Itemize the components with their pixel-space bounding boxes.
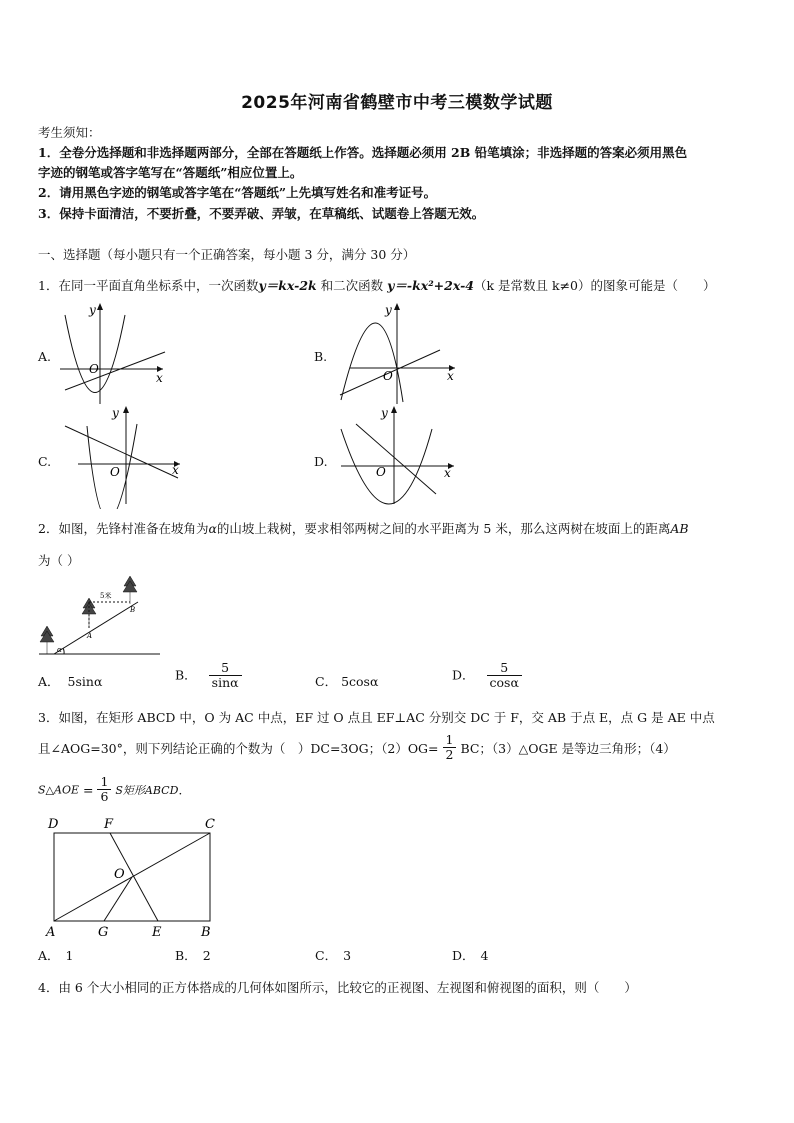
notice-heading: 考生须知： (38, 125, 101, 140)
q3-eq: = (82, 782, 94, 798)
q1-option-a-label: A. (38, 349, 52, 364)
q3-line2a: 且∠AOG=30°，则下列结论正确的个数为（ ）DC=3OG；（2）OG= (38, 740, 439, 756)
q3-opt-d-value: 4 (480, 948, 489, 963)
q2-opt-c-value: 5cosα (341, 674, 379, 689)
q3-option-a (38, 946, 73, 964)
q2-alpha: α (208, 521, 217, 536)
q1-graph-b (335, 300, 460, 410)
q2-fig-b: B (130, 606, 136, 614)
q2-fig-a: A (87, 632, 93, 640)
q1d-x-label: x (444, 466, 451, 480)
q3-fig-g: G (98, 925, 109, 940)
q3-opt-a-value: 1 (65, 948, 74, 963)
question-3-line1: 3．如图，在矩形 ABCD 中，O 为 AC 中点，EF 过 O 点且 EF⊥AC 分别交 DC 于 F，交 AB 于点 E，点 G 是 AE 中点 (38, 710, 715, 725)
q1d-origin: O (376, 465, 386, 479)
page-title: 2025年河南省鹤壁市中考三模数学试题 (241, 93, 553, 113)
q3-area-formula (38, 775, 182, 805)
q2-opt-a-label: A． (38, 674, 60, 689)
q1-prefix: 1．在同一平面直角坐标系中，一次函数 (38, 278, 259, 293)
q1-quadratic-function: y＝-kx²+2x-4 (387, 278, 474, 293)
q2-opt-b-fraction (209, 661, 242, 691)
q2-opt-b-num: 5 (209, 661, 242, 676)
q3-opt-c-label: C． (315, 948, 338, 963)
section-heading: 一、选择题（每小题只有一个正确答案，每小题 3 分，满分 30 分） (38, 247, 416, 262)
q1-graph-d (336, 404, 461, 509)
q2-option-c (315, 672, 378, 690)
q1c-y-label: y (112, 406, 119, 420)
q2-option-b (175, 661, 242, 691)
q2-fig-distance: 5米 (100, 592, 112, 600)
q3-s-left: S△AOE (38, 783, 79, 797)
q3-opt-b-label: B． (175, 948, 197, 963)
q3-fig-b: B (201, 925, 211, 940)
notice-item-3: 3．保持卡面清洁，不要折叠，不要弄破、弄皱，在草稿纸、试题卷上答题无效。 (38, 206, 485, 221)
q3-period: . (178, 782, 183, 798)
q2-line1b: 的山坡上栽树，要求相邻两树之间的水平距离为 5 米，那么这两树在坡面上的距离 (216, 521, 671, 536)
notice-item-1-cont: 字迹的钢笔或答字笔写在“答题纸”相应位置上。 (38, 165, 303, 180)
q3-fig-d: D (48, 817, 59, 832)
q2-option-d (452, 661, 522, 691)
q3-sixth-den: 6 (100, 789, 109, 805)
question-2-text (38, 519, 689, 537)
q2-opt-a-value: 5sinα (67, 674, 103, 689)
q1-condition: （k 是常数且 k≠0）的图象可能是（ ） (473, 278, 716, 293)
q2-line1: 2．如图，先锋村准备在坡角为 (38, 521, 209, 536)
q1-graph-a (55, 300, 175, 410)
q3-fig-f: F (104, 817, 114, 832)
q3-option-b (175, 946, 211, 964)
q3-sixth-num: 1 (97, 775, 111, 790)
q3-fig-o: O (114, 867, 125, 882)
q1a-x-label: x (156, 371, 163, 385)
q1-option-d-label: D. (314, 454, 328, 469)
q3-sixth-fraction (97, 775, 111, 805)
question-3-line2 (38, 733, 676, 763)
q2-line2: 为（ ） (38, 553, 80, 568)
q1a-origin: O (89, 362, 99, 376)
question-1-text (38, 276, 716, 294)
q3-opt-b-value: 2 (202, 948, 211, 963)
question-4-text: 4．由 6 个大小相同的正方体搭成的几何体如图所示，比较它的正视图、左视图和俯视图的面积，则（ ） (38, 980, 637, 995)
notice-item-1: 1．全卷分选择题和非选择题两部分，全部在答题纸上作答。选择题必须用 2B 铅笔填涂；非选择题的答案必须用黑色 (38, 145, 688, 160)
q3-option-d (452, 946, 488, 964)
q2-slope-figure (34, 574, 164, 658)
q1-mid: 和二次函数 (316, 278, 388, 293)
q3-rectangle-figure (40, 812, 230, 940)
q1a-y-label: y (89, 303, 96, 317)
q3-opt-d-label: D． (452, 948, 475, 963)
q1-linear-function: y＝kx-2k (258, 278, 317, 293)
q1c-origin: O (110, 465, 120, 479)
q3-fig-a: A (46, 925, 56, 940)
q1-option-c-label: C. (38, 454, 52, 469)
q2-opt-d-fraction (487, 661, 522, 691)
q3-fig-c: C (205, 817, 215, 832)
q3-half-fraction (443, 733, 457, 763)
q3-line2b: BC；（3）△OGE 是等边三角形；（4） (460, 740, 676, 756)
q2-opt-b-den: sinα (211, 675, 239, 691)
tree-icon (40, 626, 54, 654)
q2-opt-d-label: D． (452, 667, 475, 683)
q3-s-right: S矩形ABCD (115, 783, 179, 797)
q3-half-num: 1 (443, 733, 457, 748)
q1d-y-label: y (381, 406, 388, 420)
q2-opt-b-label: B． (175, 667, 197, 683)
q3-fig-e: E (152, 925, 162, 940)
q1b-y-label: y (385, 303, 392, 317)
q1c-x-label: x (172, 463, 179, 477)
q3-half-den: 2 (445, 747, 454, 763)
q1b-origin: O (383, 369, 393, 383)
q1-graph-c (60, 404, 185, 509)
q3-option-c (315, 946, 351, 964)
q2-ab: AB (670, 521, 689, 536)
q1-option-b-label: B. (314, 349, 328, 364)
q1b-x-label: x (447, 369, 454, 383)
q2-opt-c-label: C． (315, 674, 338, 689)
q3-opt-c-value: 3 (343, 948, 352, 963)
q2-opt-d-num: 5 (487, 661, 522, 676)
q2-fig-alpha: α (57, 646, 62, 654)
tree-icon (123, 576, 137, 604)
q2-option-a (38, 672, 102, 690)
q3-opt-a-label: A． (38, 948, 60, 963)
notice-item-2: 2．请用黑色字迹的钢笔或答字笔在“答题纸”上先填写姓名和准考证号。 (38, 185, 437, 200)
q2-opt-d-den: cosα (489, 675, 519, 691)
